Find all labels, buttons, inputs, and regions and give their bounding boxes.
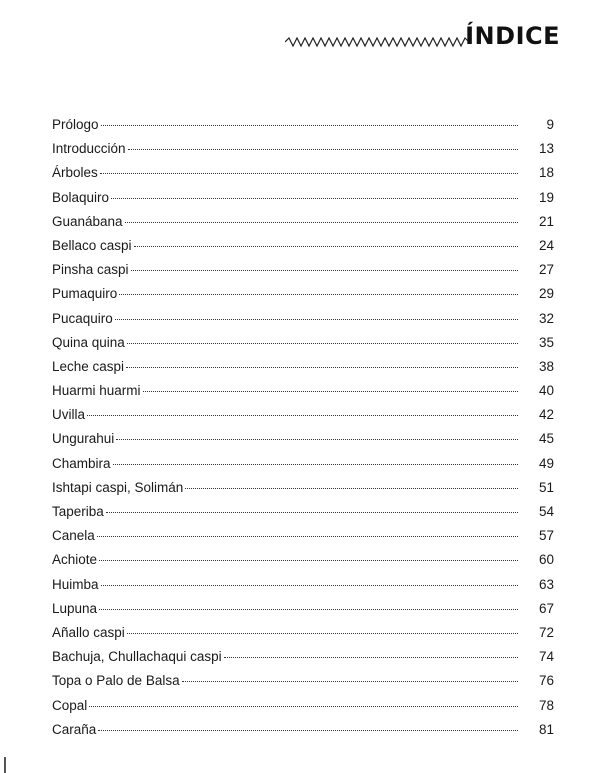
toc-entry <box>52 476 554 500</box>
toc-entry-title: Lupuna <box>52 600 98 616</box>
toc-entry-page: 27 <box>538 262 554 278</box>
toc-entry-title: Chambira <box>52 455 111 471</box>
toc-entry-page: 24 <box>538 237 554 253</box>
dot-leader <box>224 657 518 658</box>
toc-entry-title: Árboles <box>52 165 98 181</box>
dot-leader <box>131 270 518 271</box>
dot-leader <box>89 706 518 707</box>
dot-leader <box>185 488 518 489</box>
toc-entry-page: 9 <box>546 117 554 132</box>
dot-leader <box>111 198 518 199</box>
toc-entry-title: Pinsha caspi <box>52 262 129 278</box>
dot-leader <box>125 222 518 223</box>
toc-entry-title: Quina quina <box>52 334 125 350</box>
toc-entry-page: 19 <box>538 189 554 205</box>
toc-entry-page: 72 <box>538 624 554 640</box>
toc-entry-title: Caraña <box>52 721 97 737</box>
dot-leader <box>99 609 518 610</box>
dot-leader <box>97 536 518 537</box>
toc-entry <box>52 573 554 597</box>
toc-entry-page: 13 <box>538 141 554 157</box>
toc-entry-title: Huarmi huarmi <box>52 383 141 399</box>
dot-leader <box>128 149 518 150</box>
dot-leader <box>134 246 518 247</box>
toc-entry-page: 18 <box>538 165 554 181</box>
dot-leader <box>98 730 518 731</box>
toc-entry <box>52 524 554 548</box>
dot-leader <box>99 560 518 561</box>
toc-entry-title: Topa o Palo de Balsa <box>52 673 180 689</box>
table-of-contents <box>52 113 554 742</box>
toc-entry-title: Bellaco caspi <box>52 237 132 253</box>
dot-leader <box>127 633 518 634</box>
toc-entry <box>52 597 554 621</box>
toc-entry-page: 67 <box>538 600 554 616</box>
page-header <box>285 20 560 60</box>
toc-entry-title: Introducción <box>52 141 126 157</box>
toc-entry-title: Bolaquiro <box>52 189 110 205</box>
toc-entry-page: 57 <box>538 528 554 544</box>
toc-entry-title: Guanábana <box>52 213 123 229</box>
toc-entry <box>52 427 554 451</box>
toc-entry-page: 21 <box>538 213 554 229</box>
toc-entry <box>52 621 554 645</box>
dot-leader <box>182 681 518 682</box>
toc-entry-title: Pucaquiro <box>52 310 113 326</box>
toc-entry-title: Prólogo <box>52 117 99 132</box>
toc-entry <box>52 282 554 306</box>
dot-leader <box>119 294 518 295</box>
toc-entry <box>52 186 554 210</box>
toc-entry <box>52 234 554 258</box>
toc-entry-page: 60 <box>538 552 554 568</box>
toc-entry-page: 81 <box>538 721 554 737</box>
toc-entry-page: 74 <box>538 649 554 665</box>
dot-leader <box>113 464 518 465</box>
dot-leader <box>116 439 518 440</box>
toc-entry-title: Leche caspi <box>52 358 125 374</box>
toc-entry-title: Achiote <box>52 552 98 568</box>
zigzag-ornament-icon <box>285 35 470 49</box>
toc-entry-page: 35 <box>538 334 554 350</box>
toc-entry <box>52 669 554 693</box>
toc-entry-page: 45 <box>538 431 554 447</box>
dot-leader <box>106 512 518 513</box>
toc-entry <box>52 500 554 524</box>
toc-entry-title: Uvilla <box>52 407 86 423</box>
toc-entry <box>52 307 554 331</box>
toc-entry-title: Pumaquiro <box>52 286 118 302</box>
toc-entry <box>52 258 554 282</box>
toc-entry-page: 40 <box>538 383 554 399</box>
toc-entry-page: 76 <box>538 673 554 689</box>
toc-entry <box>52 210 554 234</box>
toc-entry-title: Bachuja, Chullachaqui caspi <box>52 649 222 665</box>
dot-leader <box>115 319 518 320</box>
scan-edge-mark <box>4 757 6 773</box>
toc-entry <box>52 645 554 669</box>
toc-entry-page: 54 <box>538 504 554 519</box>
toc-entry-page: 38 <box>538 358 554 374</box>
dot-leader <box>100 173 518 174</box>
toc-entry-title: Ungurahui <box>52 431 115 447</box>
dot-leader <box>101 585 518 586</box>
toc-entry-page: 63 <box>538 576 554 592</box>
toc-entry <box>52 137 554 161</box>
dot-leader <box>87 415 518 416</box>
toc-entry <box>52 548 554 572</box>
toc-entry <box>52 379 554 403</box>
toc-entry-title: Ishtapi caspi, Solimán <box>52 479 184 495</box>
toc-entry <box>52 403 554 427</box>
toc-entry-page: 51 <box>538 479 554 495</box>
toc-entry-page: 42 <box>538 407 554 423</box>
page-title: ÍNDICE <box>465 22 560 50</box>
toc-entry <box>52 161 554 185</box>
dot-leader <box>126 367 518 368</box>
dot-leader <box>143 391 518 392</box>
toc-entry-title: Huimba <box>52 576 99 592</box>
toc-entry-page: 49 <box>538 455 554 471</box>
toc-entry <box>52 452 554 476</box>
toc-entry-page: 78 <box>538 697 554 713</box>
toc-entry <box>52 718 554 742</box>
toc-entry-title: Copal <box>52 697 88 713</box>
dot-leader <box>101 125 518 126</box>
toc-entry-page: 29 <box>538 286 554 302</box>
toc-entry-title: Canela <box>52 528 95 544</box>
toc-entry <box>52 694 554 718</box>
dot-leader <box>127 343 518 344</box>
toc-entry <box>52 331 554 355</box>
toc-entry <box>52 355 554 379</box>
toc-entry <box>52 113 554 137</box>
toc-entry-title: Añallo caspi <box>52 624 125 640</box>
toc-entry-title: Taperiba <box>52 504 104 519</box>
toc-entry-page: 32 <box>538 310 554 326</box>
